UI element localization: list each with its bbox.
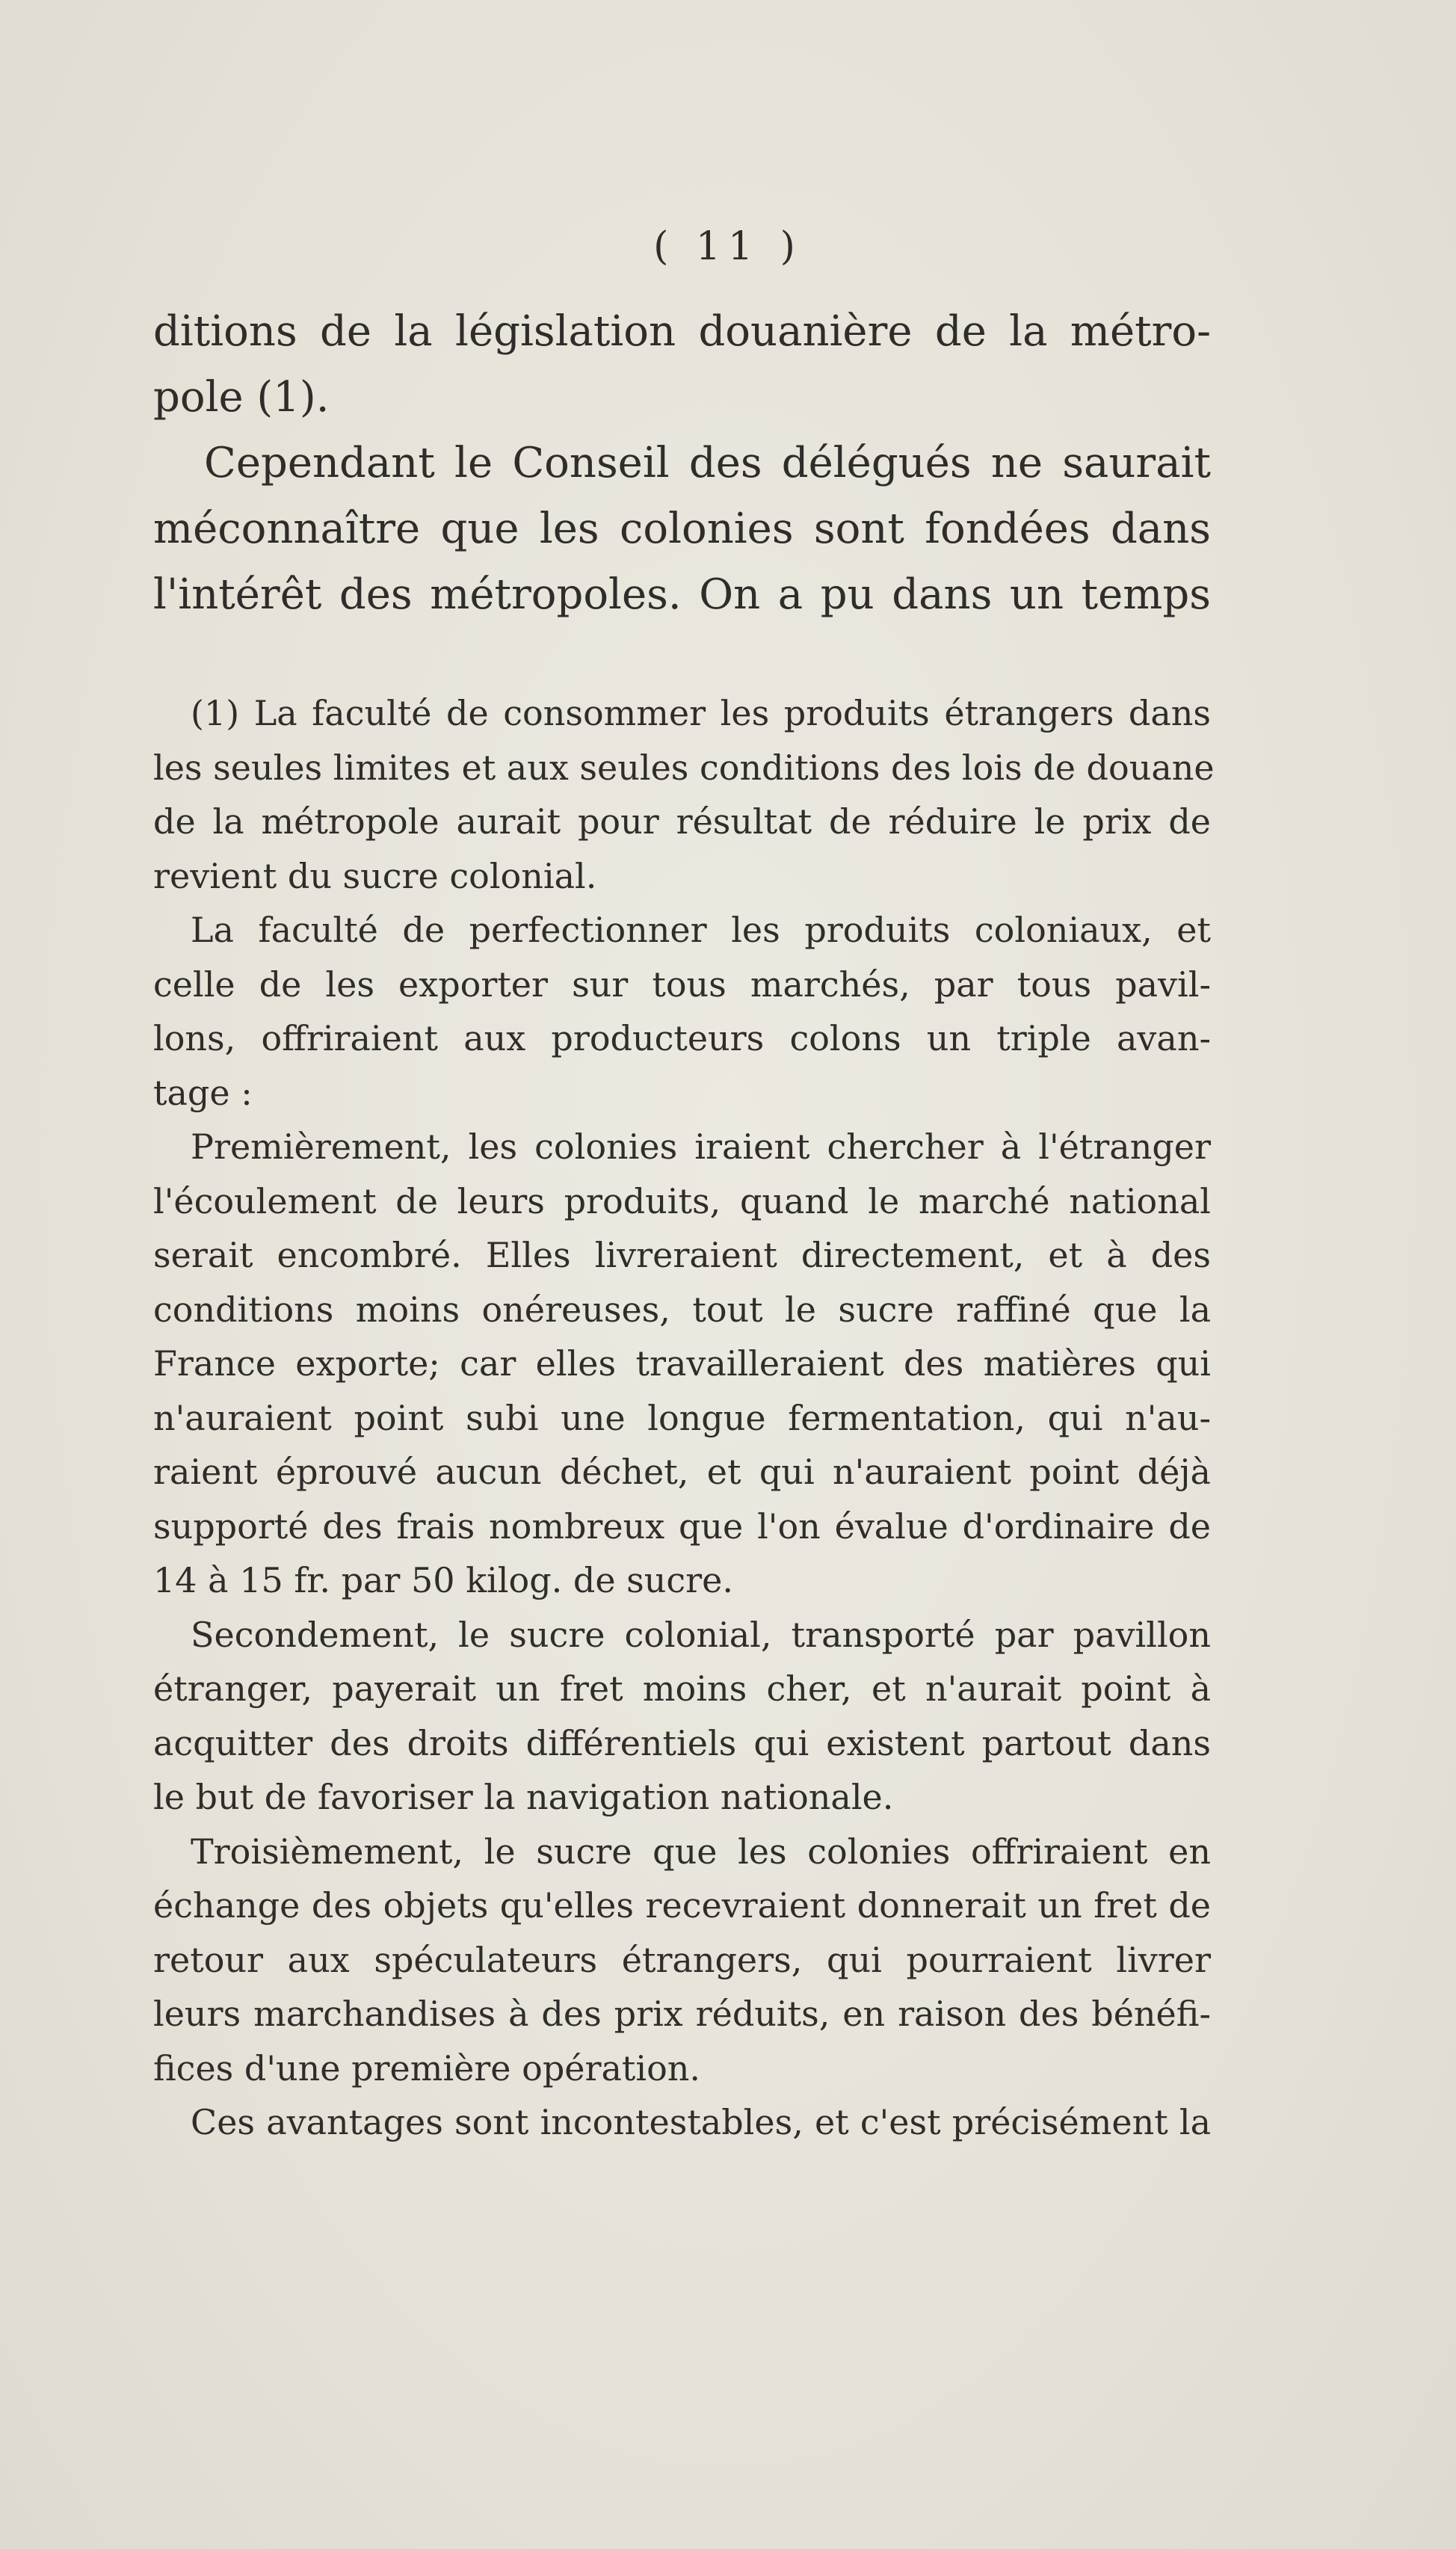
main-text-line: ditions de la législation douanière de la métro- — [153, 307, 1211, 356]
footnote-line: les seules limites et aux seules conditions des lois de douane — [153, 747, 1215, 788]
footnote-line: tage : — [153, 1072, 253, 1113]
footnote-line: de la métropole aurait pour résultat de réduire le prix de — [153, 801, 1211, 842]
main-text-line: l'intérêt des métropoles. On a pu dans un temps — [153, 570, 1211, 619]
footnote-line: raient éprouvé aucun déchet, et qui n'auraient point déjà — [153, 1452, 1211, 1492]
footnote-line: fices d'une première opération. — [153, 2047, 701, 2089]
footnote-line: n'auraient point subi une longue fermentation, qui n'au- — [153, 1397, 1211, 1438]
footnote-line: conditions moins onéreuses, tout le sucre raffiné que la — [153, 1289, 1211, 1330]
footnote-line: étranger, payerait un fret moins cher, et n'aurait point à — [153, 1668, 1211, 1709]
footnote-line: Troisièmement, le sucre que les colonies offriraient en — [191, 1831, 1211, 1872]
footnote-line: serait encombré. Elles livreraient directement, et à des — [153, 1235, 1211, 1275]
footnote — [153, 686, 1215, 2150]
footnote-line: acquitter des droits différentiels qui existent partout dans — [153, 1722, 1211, 1763]
footnote-line: Secondement, le sucre colonial, transporté par pavillon — [191, 1614, 1211, 1655]
footnote-line: France exporte; car elles travailleraient des matières qui — [153, 1343, 1211, 1384]
footnote-line: (1) La faculté de consommer les produits étrangers dans — [191, 693, 1211, 733]
footnote-line: supporté des frais nombreux que l'on évalue d'ordinaire de — [153, 1505, 1211, 1547]
footnote-line: 14 à 15 fr. par 50 kilog. de sucre. — [153, 1560, 734, 1600]
main-text-line: pole (1). — [153, 373, 330, 422]
footnote-line: leurs marchandises à des prix réduits, en raison des bénéfi- — [153, 1994, 1211, 2034]
main-text — [153, 299, 1211, 628]
footnote-line: échange des objets qu'elles recevraient donnerait un fret de — [153, 1885, 1211, 1926]
main-text-line: méconnaître que les colonies sont fondées dans — [153, 505, 1211, 553]
footnote-line: l'écoulement de leurs produits, quand le marché national — [153, 1180, 1211, 1221]
footnote-line: lons, offriraient aux producteurs colons un triple avan- — [153, 1018, 1211, 1058]
footnote-line: Premièrement, les colonies iraient chercher à l'étranger — [191, 1126, 1211, 1167]
footnote-line: revient du sucre colonial. — [153, 855, 597, 896]
footnote-line: La faculté de perfectionner les produits coloniaux, et — [191, 910, 1211, 950]
footnote-line: retour aux spéculateurs étrangers, qui pourraient livrer — [153, 1939, 1211, 1980]
page-number: ( 11 ) — [653, 224, 803, 269]
footnote-line: celle de les exporter sur tous marchés, par tous pavil- — [153, 964, 1211, 1005]
footnote-line: Ces avantages sont incontestables, et c'est précisément la — [191, 2102, 1211, 2142]
main-text-line: Cependant le Conseil des délégués ne saurait — [204, 439, 1211, 487]
footnote-line: le but de favoriser la navigation nationale. — [153, 1777, 894, 1817]
